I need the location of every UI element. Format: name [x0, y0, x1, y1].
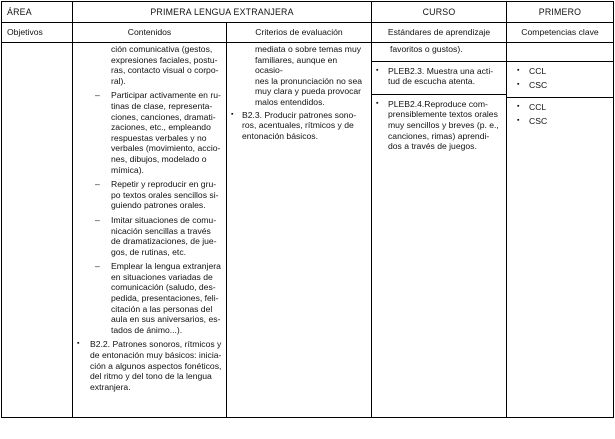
header-row — [2, 2, 614, 23]
contents-dash-text: Participar activamente en ru- tinas de clase, representa- ciones, canciones, dramati- zaciones, etc., empleando respuestas verbales y no verbales (movimiento, accio- nes, dibujos, modelado o mímica). — [111, 90, 221, 175]
column-competences: Competencias clave — [507, 23, 614, 43]
criteria-cell — [227, 43, 372, 418]
competence-item — [517, 66, 609, 77]
square-bullet-icon: ▪ — [231, 110, 234, 118]
square-bullet-icon: ▪ — [517, 80, 520, 88]
standards-block — [372, 94, 506, 159]
column-objectives: Objetivos — [2, 23, 73, 43]
standards-text: PLEB2.4.Reproduce com- prensiblemente textos orales muy sencillos y breves (p. e., canciones, rimas) aprendi- dos a través de juegos. — [388, 98, 499, 152]
dash-mark: – — [95, 261, 100, 272]
column-criteria: Criterios de evaluación — [227, 23, 372, 43]
standards-item — [376, 66, 502, 87]
contents-bullet-item — [77, 339, 222, 392]
competence-code: CCL — [529, 102, 547, 113]
contents-bullet-text: B2.2. Patrones sonoros, rítmicos y de entonación muy básicos: inicia- ción a algunos aspectos fonéticos, del ritmo y del tono de la lengua extranjera. — [90, 339, 222, 392]
competence-code: CSC — [529, 115, 548, 126]
competence-code: CCL — [529, 66, 547, 76]
square-bullet-icon: ▪ — [517, 67, 520, 74]
square-bullet-icon: ▪ — [517, 116, 520, 124]
objectives-cell — [2, 43, 73, 418]
column-contents: Contenidos — [73, 23, 227, 43]
contents-dash-text: Emplear la lengua extranjera en situaciones variadas de comunicación (saludo, des- pedida, presentaciones, feli- citación a las personas del aula en sus aniversarios, es- tados de ánimo...). — [111, 261, 221, 335]
criteria-lead-in: mediata o sobre temas muy familiares, aunque en ocasio- nes la pronunciación no sea muy clara y pueda provocar malos entendidos. — [255, 44, 363, 107]
contents-dash-item — [95, 179, 222, 211]
standards-block — [372, 61, 506, 94]
standards-item — [376, 99, 502, 152]
competences-block — [507, 61, 613, 97]
contents-dash-text: Repetir y reproducir en gru- po textos orales sencillos si- guiendo patrones orales. — [111, 179, 219, 211]
dash-mark: – — [95, 179, 100, 190]
column-header-row — [2, 23, 614, 43]
standards-text: PLEB2.3. Muestra una acti- tud de escucha atenta. — [388, 65, 494, 87]
standards-cell — [372, 43, 507, 418]
square-bullet-icon: ▪ — [376, 66, 379, 74]
contents-dash-text: Imitar situaciones de comu- nicación sencillas a través de dramatizaciones, de jue- gos, de rutinas, etc. — [111, 214, 217, 257]
subject-title: PRIMERA LENGUA EXTRANJERA — [73, 2, 372, 23]
competences-block — [507, 97, 613, 133]
competences-cell — [507, 43, 614, 418]
criteria-bullet-text: B2.3. Producir patrones sono- ros, acentuales, rítmicos y de entonación básicos. — [242, 109, 357, 141]
criteria-bullet-item — [231, 110, 367, 142]
square-bullet-icon: ▪ — [376, 99, 379, 107]
contents-dash-item — [95, 215, 222, 257]
column-standards: Estándares de aprendizaje — [372, 23, 507, 43]
dash-mark: – — [95, 214, 100, 225]
course-value: PRIMERO — [507, 2, 614, 23]
dash-mark: – — [95, 90, 100, 101]
contents-cell — [73, 43, 227, 418]
content-row — [2, 43, 614, 418]
curriculum-table — [1, 1, 614, 418]
contents-lead-in: ción comunicativa (gestos, expresiones faciales, postu- ras, contacto visual o corpo- ral). — [111, 44, 219, 86]
square-bullet-icon: ▪ — [77, 340, 80, 348]
course-label: CURSO — [372, 2, 507, 23]
competence-code: CSC — [529, 79, 548, 90]
competence-item — [517, 80, 609, 91]
contents-dash-item — [95, 90, 222, 175]
standards-lead-in: favoritos o gustos). — [390, 44, 463, 54]
competence-item — [517, 102, 609, 113]
competence-item — [517, 116, 609, 127]
square-bullet-icon: ▪ — [517, 103, 520, 111]
contents-dash-item — [95, 261, 222, 335]
area-label: ÁREA — [2, 2, 73, 23]
